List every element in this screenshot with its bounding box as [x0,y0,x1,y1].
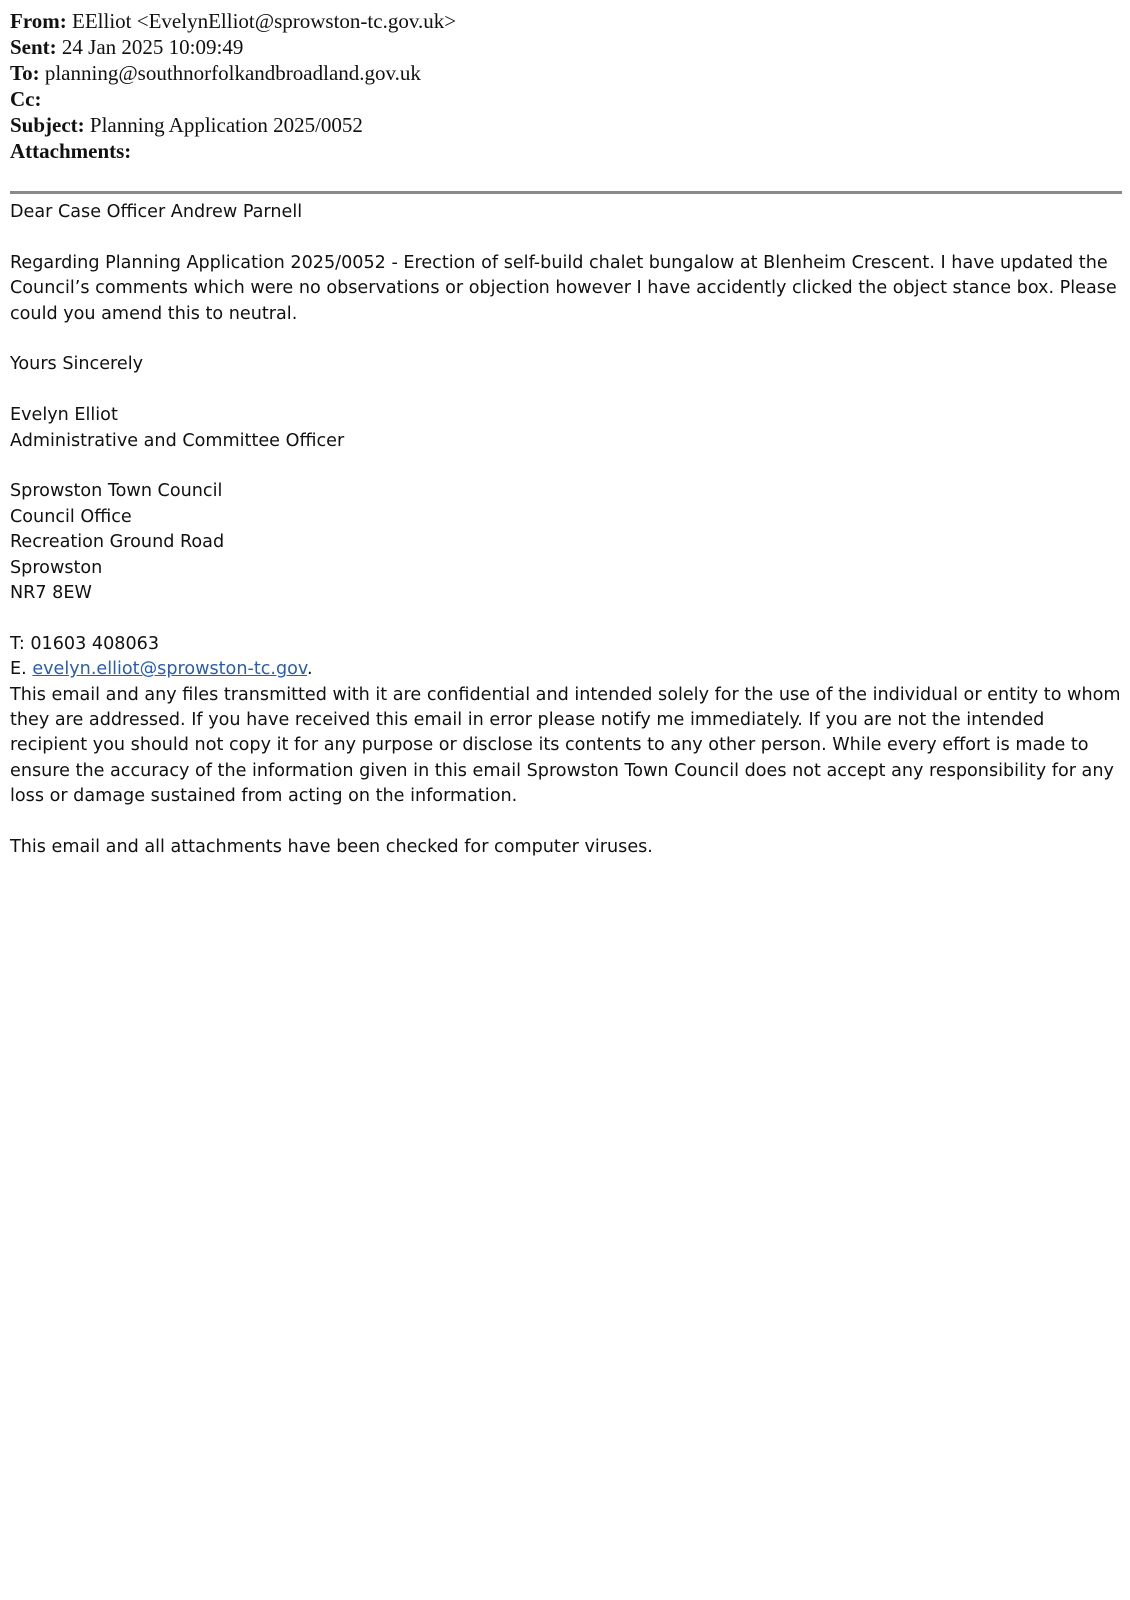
cc-row [10,86,1122,112]
signature-block [10,403,1122,682]
to-label: To: [10,61,40,85]
to-row [10,60,1122,86]
from-value: EElliot <EvelynElliot@sprowston-tc.gov.uk> [66,9,457,33]
attachments-row [10,138,1122,164]
email-body [10,200,1122,860]
subject-label: Subject: [10,113,85,137]
spacer [10,225,1122,250]
spacer [10,810,1122,835]
to-value: planning@southnorfolkandbroadland.gov.uk [39,61,421,85]
email-suffix: . [306,659,313,680]
signature-town: Sprowston [10,557,103,578]
from-row [10,8,1122,34]
sent-row [10,34,1122,60]
confidentiality-disclaimer: This email and any files transmitted with it are confidential and intended solely for the use of the individual or entity to whom they are addressed. If you have received this email in error please notify me immediately. If you are not the intended recipient you should not copy it for any purpose or disclose its contents to any other person. While every effort is made to ensure the accuracy of the information given in this email Sprowston Town Council does not accept any responsibility for any loss or damage sustained from acting on the information. [10,684,1121,807]
email-header [10,8,1122,164]
spacer [10,606,1122,631]
signature-office: Council Office [10,506,132,527]
signature-street: Recreation Ground Road [10,532,225,553]
attachments-label: Attachments: [10,139,132,163]
signature-org: Sprowston Town Council [10,481,223,502]
sent-label: Sent: [10,35,57,59]
greeting: Dear Case Officer Andrew Parnell [10,202,303,222]
signature-title: Administrative and Committee Officer [10,430,345,451]
signature-phone: T: 01603 408063 [10,633,160,654]
virus-notice: This email and all attachments have been checked for computer viruses. [10,837,653,858]
from-label: From: [10,9,67,33]
email-printout [10,8,1122,860]
spacer [10,454,1122,479]
cc-label: Cc: [10,87,42,111]
subject-value: Planning Application 2025/0052 [84,113,363,137]
closing: Yours Sincerely [10,354,143,375]
email-prefix: E. [10,659,33,680]
body-paragraph: Regarding Planning Application 2025/0052 - Erection of self-build chalet bungalow at Blenheim Crescent. I have updated the Council’s comments which were no observations or objection however I have accidently clicked the object stance box. Please could you amend this to neutral. [10,252,1117,324]
sent-value: 24 Jan 2025 10:09:49 [56,35,244,59]
email-link[interactable]: evelyn.elliot@sprowston-tc.gov [32,659,307,680]
subject-row [10,112,1122,138]
signature-email-line [10,657,1122,682]
signature-name: Evelyn Elliot [10,405,118,426]
spacer [10,378,1122,403]
header-divider [10,191,1122,194]
signature-postcode: NR7 8EW [10,583,92,604]
spacer [10,327,1122,352]
